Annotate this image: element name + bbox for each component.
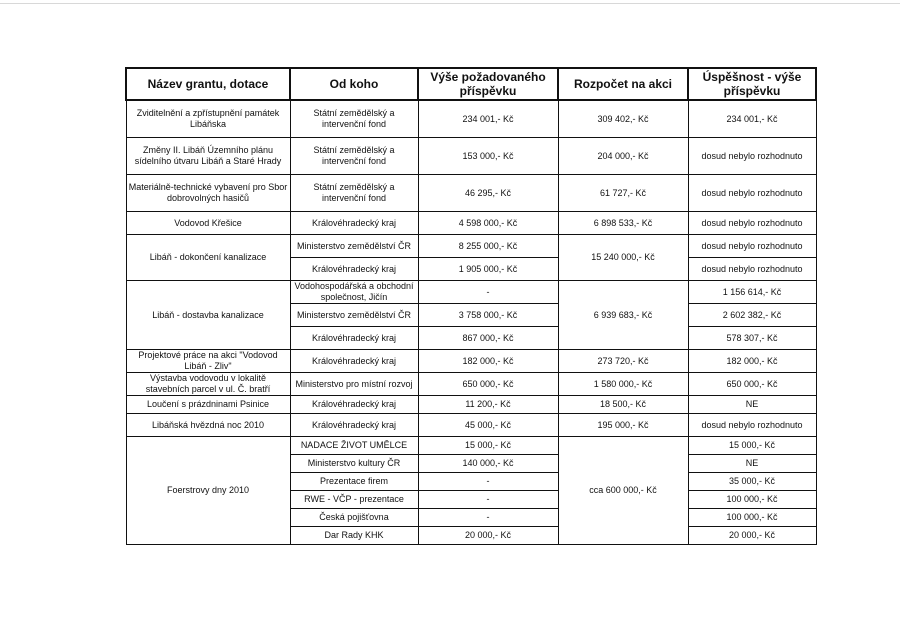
grant-from: NADACE ŽIVOT UMĚLCE: [290, 437, 418, 455]
grant-name: Libáňská hvězdná noc 2010: [126, 414, 290, 437]
grant-budget: 195 000,- Kč: [558, 414, 688, 437]
grant-requested: 8 255 000,- Kč: [418, 235, 558, 258]
grant-success: 100 000,- Kč: [688, 509, 816, 527]
grant-name: Výstavba vodovodu v lokalitě stavebních parcel v ul. Č. bratří: [126, 373, 290, 396]
grant-success: dosud nebylo rozhodnuto: [688, 175, 816, 212]
grant-name: Libáň - dokončení kanalizace: [126, 235, 290, 281]
table-row: [126, 281, 816, 304]
table-row: [126, 138, 816, 175]
grant-requested: 1 905 000,- Kč: [418, 258, 558, 281]
grant-success: dosud nebylo rozhodnuto: [688, 212, 816, 235]
grant-requested: 867 000,- Kč: [418, 327, 558, 350]
grant-budget: 309 402,- Kč: [558, 100, 688, 138]
grant-requested: 46 295,- Kč: [418, 175, 558, 212]
grant-success: dosud nebylo rozhodnuto: [688, 258, 816, 281]
header-name: Název grantu, dotace: [126, 68, 290, 100]
grant-from: RWE - VČP - prezentace: [290, 491, 418, 509]
grant-requested: 45 000,- Kč: [418, 414, 558, 437]
page-edge-line: [0, 3, 900, 4]
grant-success: dosud nebylo rozhodnuto: [688, 235, 816, 258]
table-row: [126, 235, 816, 258]
grant-from: Česká pojišťovna: [290, 509, 418, 527]
grant-budget: 1 580 000,- Kč: [558, 373, 688, 396]
grant-requested: -: [418, 473, 558, 491]
grant-from: Státní zemědělský a intervenční fond: [290, 138, 418, 175]
table-row: [126, 396, 816, 414]
grant-name: Libáň - dostavba kanalizace: [126, 281, 290, 350]
grant-name: Projektové práce na akci "Vodovod Libáň - Zliv": [126, 350, 290, 373]
header-row: [126, 68, 816, 100]
grant-name: Foerstrovy dny 2010: [126, 437, 290, 545]
table-row: [126, 175, 816, 212]
table-row: [126, 350, 816, 373]
grant-requested: 153 000,- Kč: [418, 138, 558, 175]
grant-budget: cca 600 000,- Kč: [558, 437, 688, 545]
grant-from: Ministerstvo kultury ČR: [290, 455, 418, 473]
grant-name: Vodovod Křešice: [126, 212, 290, 235]
grant-from: Ministerstvo zemědělství ČR: [290, 235, 418, 258]
grant-success: 15 000,- Kč: [688, 437, 816, 455]
grant-from: Dar Rady KHK: [290, 527, 418, 545]
grant-success: 578 307,- Kč: [688, 327, 816, 350]
grant-requested: -: [418, 281, 558, 304]
grant-from: Královéhradecký kraj: [290, 414, 418, 437]
grant-name: Změny II. Libáň Územního plánu sídelního útvaru Libáň a Staré Hrady: [126, 138, 290, 175]
grant-from: Královéhradecký kraj: [290, 327, 418, 350]
table-row: [126, 437, 816, 455]
grant-requested: 20 000,- Kč: [418, 527, 558, 545]
grant-success: 182 000,- Kč: [688, 350, 816, 373]
grant-from: Prezentace firem: [290, 473, 418, 491]
grant-from: Královéhradecký kraj: [290, 212, 418, 235]
grant-requested: 650 000,- Kč: [418, 373, 558, 396]
grant-success: 35 000,- Kč: [688, 473, 816, 491]
grant-budget: 6 939 683,- Kč: [558, 281, 688, 350]
header-budget: Rozpočet na akci: [558, 68, 688, 100]
grant-budget: 18 500,- Kč: [558, 396, 688, 414]
header-requested: Výše požadovaného příspěvku: [418, 68, 558, 100]
grant-budget: 61 727,- Kč: [558, 175, 688, 212]
grant-requested: -: [418, 509, 558, 527]
grant-budget: 204 000,- Kč: [558, 138, 688, 175]
grant-requested: -: [418, 491, 558, 509]
grant-success: 20 000,- Kč: [688, 527, 816, 545]
grant-requested: 15 000,- Kč: [418, 437, 558, 455]
grant-success: 1 156 614,- Kč: [688, 281, 816, 304]
grant-from: Královéhradecký kraj: [290, 396, 418, 414]
grant-success: 234 001,- Kč: [688, 100, 816, 138]
grant-from: Ministerstvo pro místní rozvoj: [290, 373, 418, 396]
grant-success: 100 000,- Kč: [688, 491, 816, 509]
table-row: [126, 373, 816, 396]
grants-table: [125, 67, 817, 545]
grant-requested: 3 758 000,- Kč: [418, 304, 558, 327]
grant-name: Materiálně-technické vybavení pro Sbor dobrovolných hasičů: [126, 175, 290, 212]
grant-success: 650 000,- Kč: [688, 373, 816, 396]
grant-success: NE: [688, 455, 816, 473]
grant-from: Ministerstvo zemědělství ČR: [290, 304, 418, 327]
grant-requested: 11 200,- Kč: [418, 396, 558, 414]
grant-from: Státní zemědělský a intervenční fond: [290, 175, 418, 212]
grant-budget: 273 720,- Kč: [558, 350, 688, 373]
grant-name: Zviditelnění a zpřístupnění památek Libáňska: [126, 100, 290, 138]
table-row: [126, 212, 816, 235]
grant-success: dosud nebylo rozhodnuto: [688, 138, 816, 175]
grant-name: Loučení s prázdninami Psinice: [126, 396, 290, 414]
grant-success: dosud nebylo rozhodnuto: [688, 414, 816, 437]
grant-success: NE: [688, 396, 816, 414]
grant-budget: 15 240 000,- Kč: [558, 235, 688, 281]
table-row: [126, 414, 816, 437]
grant-budget: 6 898 533,- Kč: [558, 212, 688, 235]
header-from: Od koho: [290, 68, 418, 100]
grant-success: 2 602 382,- Kč: [688, 304, 816, 327]
table-row: [126, 100, 816, 138]
header-success: Úspěšnost - výše příspěvku: [688, 68, 816, 100]
grant-requested: 140 000,- Kč: [418, 455, 558, 473]
grant-from: Královéhradecký kraj: [290, 258, 418, 281]
grant-from: Státní zemědělský a intervenční fond: [290, 100, 418, 138]
grant-requested: 4 598 000,- Kč: [418, 212, 558, 235]
grant-from: Královéhradecký kraj: [290, 350, 418, 373]
grant-from: Vodohospodářská a obchodní společnost, Jičín: [290, 281, 418, 304]
grant-requested: 182 000,- Kč: [418, 350, 558, 373]
grant-requested: 234 001,- Kč: [418, 100, 558, 138]
